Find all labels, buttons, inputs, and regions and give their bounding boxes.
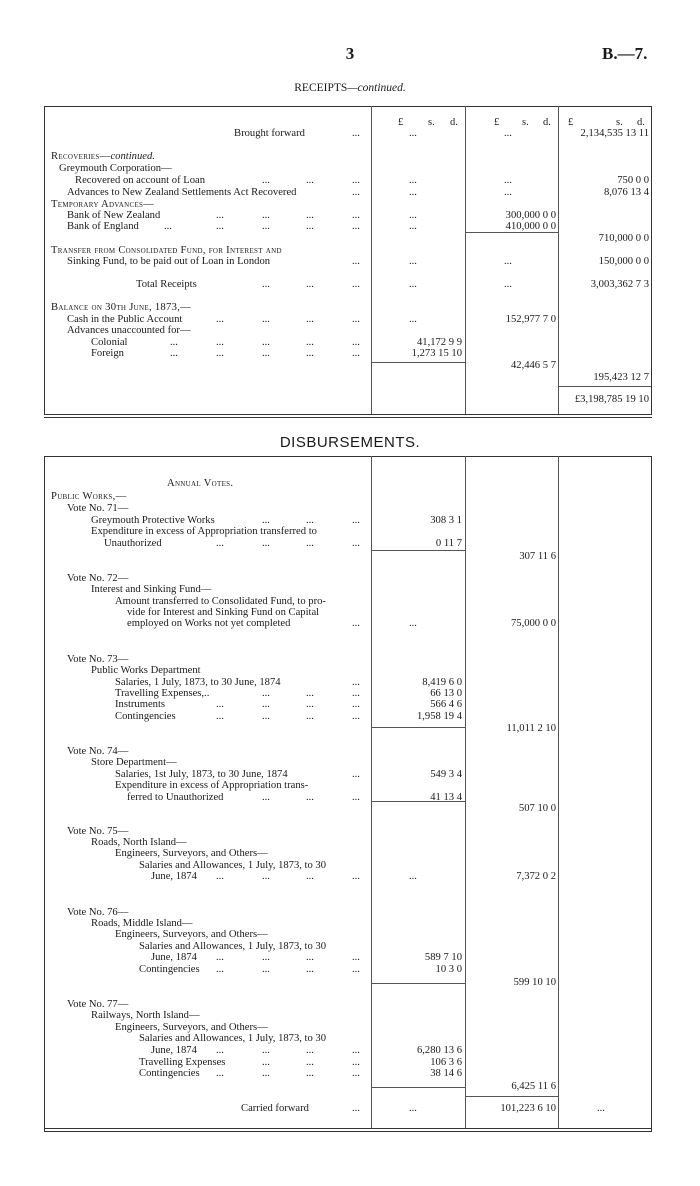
- leader-dots: ...: [409, 279, 417, 290]
- balance-total: 195,423 12 7: [593, 372, 649, 383]
- leader-dots: ...: [352, 279, 360, 290]
- vote-73-travelling-value: 66 13 0: [430, 688, 462, 699]
- foreign-label: Foreign: [91, 348, 124, 359]
- vote-75-engineers-label: Engineers, Surveyors, and Others—: [115, 848, 268, 859]
- leader-dots: ...: [352, 256, 360, 267]
- vote-72-amount-label-1: Amount transferred to Consolidated Fund, to pro-: [115, 596, 326, 607]
- vote-74-salaries-value: 549 3 4: [430, 769, 462, 780]
- leader-dots: ...: [170, 337, 178, 348]
- col1-shilling-header: s.: [428, 117, 435, 128]
- leader-dots: ...: [262, 871, 270, 882]
- advances-nz-value: 8,076 13 4: [603, 187, 649, 198]
- vote-73-salaries-label: Salaries, 1 July, 1873, to 30 June, 1874: [115, 677, 281, 688]
- leader-dots: ...: [352, 337, 360, 348]
- leader-dots: ...: [352, 1103, 360, 1114]
- temp-advances-total: 710,000 0 0: [598, 233, 649, 244]
- leader-dots: ...: [262, 348, 270, 359]
- leader-dots: ...: [306, 871, 314, 882]
- leader-dots: ...: [352, 128, 360, 139]
- receipts-title-suffix: —continued.: [347, 82, 406, 94]
- leader-dots: ...: [352, 1057, 360, 1068]
- col3-shilling-header: s.: [616, 117, 623, 128]
- leader-dots: ...: [216, 221, 224, 232]
- advances-unaccounted-label: Advances unaccounted for—: [67, 325, 191, 336]
- leader-dots: ...: [352, 515, 360, 526]
- leader-dots: ...: [352, 964, 360, 975]
- leader-dots: ...: [216, 210, 224, 221]
- vote-73-instruments-value: 566 4 6: [430, 699, 462, 710]
- advances-nz-label: Advances to New Zealand Settlements Act Recovered: [67, 187, 297, 198]
- leader-dots: ...: [409, 221, 417, 232]
- leader-dots: ...: [216, 699, 224, 710]
- leader-dots: ...: [504, 175, 512, 186]
- leader-dots: ...: [306, 711, 314, 722]
- vote-77-travelling-label: Travelling Expenses: [139, 1057, 226, 1068]
- receipts-title-text: RECEIPTS: [294, 82, 348, 94]
- leader-dots: ...: [262, 699, 270, 710]
- leader-dots: ...: [164, 221, 172, 232]
- leader-dots: ...: [409, 618, 417, 629]
- leader-dots: ...: [306, 279, 314, 290]
- colonial-label: Colonial: [91, 337, 128, 348]
- col1-pence-header: d.: [450, 117, 458, 128]
- leader-dots: ...: [306, 688, 314, 699]
- col2-shilling-header: s.: [522, 117, 529, 128]
- vote-76-engineers-label: Engineers, Surveyors, and Others—: [115, 929, 268, 940]
- page-number: 3: [345, 44, 355, 63]
- total-receipts-value: 3,003,362 7 3: [590, 279, 649, 290]
- vote-75-salaries-label-2: June, 1874: [151, 871, 197, 882]
- leader-dots: ...: [352, 688, 360, 699]
- leader-dots: ...: [352, 618, 360, 629]
- leader-dots: ...: [306, 1045, 314, 1056]
- vote-76-salaries-label-1: Salaries and Allowances, 1 July, 1873, to 30: [139, 941, 327, 952]
- transfer-value: 150,000 0 0: [598, 256, 649, 267]
- leader-dots: ...: [352, 210, 360, 221]
- leader-dots: ...: [306, 952, 314, 963]
- recoveries-heading-text: Recoveries—: [51, 151, 111, 162]
- leader-dots: ...: [306, 515, 314, 526]
- carried-forward-total: 101,223 6 10: [500, 1103, 556, 1114]
- vote-76-salaries-value: 589 7 10: [424, 952, 462, 963]
- vote-71-greymouth-value: 308 3 1: [430, 515, 462, 526]
- leader-dots: ...: [262, 711, 270, 722]
- vote-74-excess-label-1: Expenditure in excess of Appropriation trans-: [115, 780, 309, 791]
- vote-75-label: Vote No. 75—: [67, 826, 129, 837]
- annual-votes-heading: Annual Votes.: [167, 478, 234, 489]
- vote-72-total: 75,000 0 0: [510, 618, 556, 629]
- vote-71-excess-label-2: Unauthorized: [104, 538, 162, 549]
- brought-forward-label: Brought forward: [234, 128, 305, 139]
- transfer-label-2: Sinking Fund, to be paid out of Loan in London: [67, 256, 271, 267]
- col3-pound-header: £: [568, 117, 574, 128]
- vote-76-contingencies-label: Contingencies: [139, 964, 200, 975]
- document-reference: B.—7.: [602, 44, 648, 63]
- vote-77-salaries-label-2: June, 1874: [151, 1045, 197, 1056]
- leader-dots: ...: [262, 792, 270, 803]
- leader-dots: ...: [262, 279, 270, 290]
- leader-dots: ...: [409, 210, 417, 221]
- leader-dots: ...: [216, 871, 224, 882]
- vote-71-excess-label-1: Expenditure in excess of Appropriation transferred to: [91, 526, 317, 537]
- vote-72-amount-label-3: employed on Works not yet completed: [127, 618, 291, 629]
- leader-dots: ...: [306, 337, 314, 348]
- leader-dots: ...: [352, 175, 360, 186]
- vote-75-roads-label: Roads, North Island—: [91, 837, 187, 848]
- leader-dots: ...: [352, 1045, 360, 1056]
- leader-dots: ...: [262, 337, 270, 348]
- leader-dots: ...: [306, 221, 314, 232]
- grand-total: £3,198,785 19 10: [574, 394, 649, 405]
- leader-dots: ...: [262, 1045, 270, 1056]
- boe-value: 410,000 0 0: [505, 221, 556, 232]
- leader-dots: ...: [504, 128, 512, 139]
- vote-74-total: 507 10 0: [518, 803, 556, 814]
- leader-dots: ...: [306, 1057, 314, 1068]
- recoveries-heading-suffix: continued.: [110, 151, 155, 162]
- leader-dots: ...: [352, 952, 360, 963]
- leader-dots: ...: [262, 952, 270, 963]
- vote-77-salaries-label-1: Salaries and Allowances, 1 July, 1873, to 30: [139, 1033, 327, 1044]
- bnz-value: 300,000 0 0: [505, 210, 556, 221]
- leader-dots: ...: [409, 871, 417, 882]
- leader-dots: ...: [262, 175, 270, 186]
- leader-dots: ...: [352, 792, 360, 803]
- recovered-loan-value: 750 0 0: [617, 175, 649, 186]
- advances-sum: 42,446 5 7: [510, 360, 556, 371]
- vote-76-salaries-label-2: June, 1874: [151, 952, 197, 963]
- vote-77-travelling-value: 106 3 6: [430, 1057, 462, 1068]
- carried-forward-label: Carried forward: [241, 1103, 309, 1114]
- leader-dots: ...: [262, 1057, 270, 1068]
- vote-77-contingencies-label: Contingencies: [139, 1068, 200, 1079]
- leader-dots: ...: [262, 538, 270, 549]
- leader-dots: ...: [306, 538, 314, 549]
- leader-dots: ...: [306, 314, 314, 325]
- col3-pence-header: d.: [637, 117, 645, 128]
- leader-dots: ...: [409, 175, 417, 186]
- vote-71-label: Vote No. 71—: [67, 503, 129, 514]
- greymouth-corporation-label: Greymouth Corporation—: [59, 163, 172, 174]
- leader-dots: ...: [216, 314, 224, 325]
- leader-dots: ...: [170, 348, 178, 359]
- vote-71-greymouth-label: Greymouth Protective Works: [91, 515, 215, 526]
- leader-dots: ...: [409, 187, 417, 198]
- leader-dots: ...: [352, 221, 360, 232]
- leader-dots: ...: [306, 699, 314, 710]
- vote-77-engineers-label: Engineers, Surveyors, and Others—: [115, 1022, 268, 1033]
- recoveries-heading: [51, 151, 155, 163]
- leader-dots: ...: [352, 348, 360, 359]
- vote-73-travelling-label: Travelling Expenses,..: [115, 688, 210, 699]
- vote-72-interest-label: Interest and Sinking Fund—: [91, 584, 212, 595]
- vote-74-store-label: Store Department—: [91, 757, 177, 768]
- vote-76-label: Vote No. 76—: [67, 907, 129, 918]
- vote-77-contingencies-value: 38 14 6: [430, 1068, 462, 1079]
- leader-dots: ...: [262, 314, 270, 325]
- vote-73-label: Vote No. 73—: [67, 654, 129, 665]
- vote-77-total: 6,425 11 6: [511, 1081, 556, 1092]
- vote-73-contingencies-label: Contingencies: [115, 711, 176, 722]
- vote-73-department-label: Public Works Department: [91, 665, 201, 676]
- disbursements-title: DISBURSEMENTS.: [279, 434, 421, 451]
- leader-dots: ...: [216, 711, 224, 722]
- leader-dots: ...: [352, 871, 360, 882]
- leader-dots: ...: [216, 964, 224, 975]
- leader-dots: ...: [306, 792, 314, 803]
- vote-74-excess-label-2: ferred to Unauthorized: [127, 792, 224, 803]
- vote-71-total: 307 11 6: [519, 551, 556, 562]
- leader-dots: ...: [352, 187, 360, 198]
- leader-dots: ...: [409, 1103, 417, 1114]
- vote-74-salaries-label: Salaries, 1st July, 1873, to 30 June, 1874: [115, 769, 288, 780]
- vote-77-railways-label: Railways, North Island—: [91, 1010, 200, 1021]
- bnz-label: Bank of New Zealand: [67, 210, 161, 221]
- leader-dots: ...: [262, 221, 270, 232]
- foreign-value: 1,273 15 10: [411, 348, 462, 359]
- leader-dots: ...: [352, 711, 360, 722]
- public-works-heading: Public Works,—: [51, 491, 127, 502]
- leader-dots: ...: [306, 175, 314, 186]
- vote-77-salaries-value: 6,280 13 6: [416, 1045, 462, 1056]
- col1-pound-header: £: [398, 117, 404, 128]
- colonial-value: 41,172 9 9: [416, 337, 462, 348]
- leader-dots: ...: [352, 699, 360, 710]
- leader-dots: ...: [306, 1068, 314, 1079]
- leader-dots: ...: [216, 1068, 224, 1079]
- leader-dots: ...: [409, 256, 417, 267]
- leader-dots: ...: [216, 952, 224, 963]
- leader-dots: ...: [352, 314, 360, 325]
- vote-72-label: Vote No. 72—: [67, 573, 129, 584]
- vote-73-salaries-value: 8,419 6 0: [422, 677, 462, 688]
- leader-dots: ...: [262, 515, 270, 526]
- leader-dots: ...: [409, 128, 417, 139]
- leader-dots: ...: [352, 538, 360, 549]
- vote-76-contingencies-value: 10 3 0: [435, 964, 462, 975]
- vote-74-excess-value: 41 13 4: [430, 792, 462, 803]
- leader-dots: ...: [597, 1103, 605, 1114]
- balance-heading: Balance on 30th June, 1873,—: [51, 302, 192, 313]
- leader-dots: ...: [262, 964, 270, 975]
- leader-dots: ...: [216, 337, 224, 348]
- boe-label: Bank of England: [67, 221, 139, 232]
- cash-value: 152,977 7 0: [505, 314, 556, 325]
- leader-dots: ...: [262, 688, 270, 699]
- leader-dots: ...: [262, 1068, 270, 1079]
- vote-75-total: 7,372 0 2: [516, 871, 556, 882]
- col2-pound-header: £: [494, 117, 500, 128]
- vote-76-roads-label: Roads, Middle Island—: [91, 918, 193, 929]
- leader-dots: ...: [504, 256, 512, 267]
- leader-dots: ...: [216, 538, 224, 549]
- temporary-advances-heading: Temporary Advances—: [51, 199, 155, 210]
- leader-dots: ...: [352, 769, 360, 780]
- total-receipts-label: Total Receipts: [136, 279, 197, 290]
- leader-dots: ...: [216, 1045, 224, 1056]
- leader-dots: ...: [409, 314, 417, 325]
- leader-dots: ...: [306, 210, 314, 221]
- transfer-label-1: Transfer from Consolidated Fund, for Interest and: [51, 245, 282, 256]
- vote-75-salaries-label-1: Salaries and Allowances, 1 July, 1873, to 30: [139, 860, 327, 871]
- leader-dots: ...: [352, 1068, 360, 1079]
- leader-dots: ...: [504, 187, 512, 198]
- vote-77-label: Vote No. 77—: [67, 999, 129, 1010]
- col2-pence-header: d.: [543, 117, 551, 128]
- vote-74-label: Vote No. 74—: [67, 746, 129, 757]
- leader-dots: ...: [504, 279, 512, 290]
- leader-dots: ...: [306, 348, 314, 359]
- leader-dots: ...: [306, 964, 314, 975]
- brought-forward-total: 2,134,535 13 11: [580, 128, 649, 139]
- vote-73-total: 11,011 2 10: [506, 723, 556, 734]
- leader-dots: ...: [262, 210, 270, 221]
- receipts-title: [0, 82, 700, 94]
- recovered-loan-label: Recovered on account of Loan: [75, 175, 206, 186]
- vote-76-total: 599 10 10: [513, 977, 556, 988]
- vote-73-instruments-label: Instruments: [115, 699, 166, 710]
- leader-dots: ...: [352, 677, 360, 688]
- vote-71-excess-value: 0 11 7: [435, 538, 462, 549]
- leader-dots: ...: [216, 348, 224, 359]
- vote-73-contingencies-value: 1,958 19 4: [416, 711, 462, 722]
- vote-72-amount-label-2: vide for Interest and Sinking Fund on Capital: [127, 607, 320, 618]
- cash-label: Cash in the Public Account: [67, 314, 183, 325]
